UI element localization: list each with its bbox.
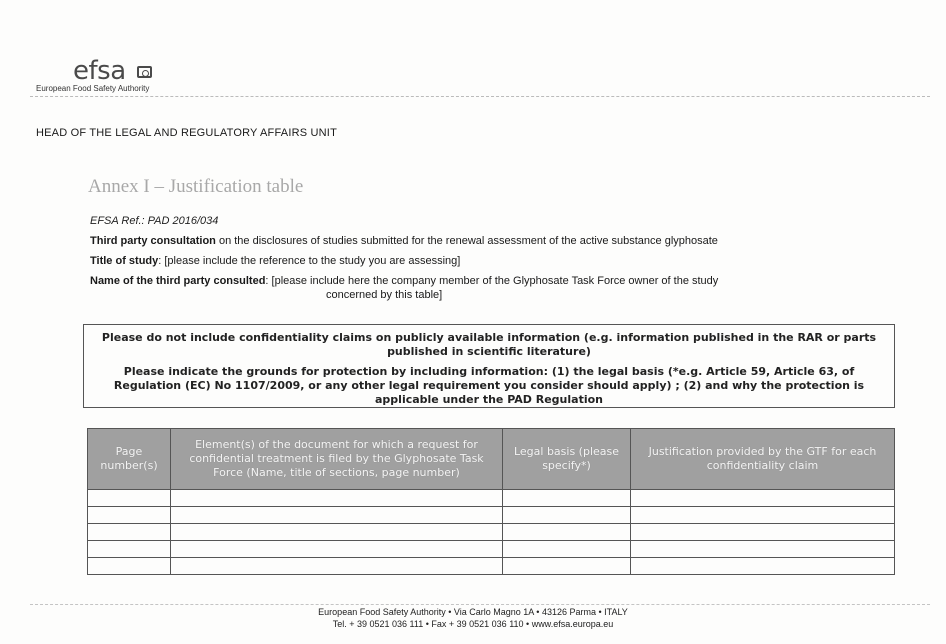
table-cell[interactable] <box>88 541 171 558</box>
table-row <box>88 524 895 541</box>
header-divider <box>30 96 930 97</box>
table-cell[interactable] <box>171 524 503 541</box>
table-cell[interactable] <box>171 507 503 524</box>
table-cell[interactable] <box>88 524 171 541</box>
footer <box>0 606 946 630</box>
footer-address: European Food Safety Authority • Via Carlo Magno 1A • 43126 Parma • ITALY <box>318 607 628 617</box>
table-cell[interactable] <box>171 558 503 575</box>
col-header-justification: Justification provided by the GTF for each confidentiality claim <box>631 429 895 490</box>
efsa-reference: EFSA Ref.: PAD 2016/034 <box>90 215 219 227</box>
third-party-label: Name of the third party consulted <box>90 275 266 287</box>
table-cell[interactable] <box>171 490 503 507</box>
table-cell[interactable] <box>503 507 631 524</box>
study-title-label: Title of study <box>90 255 159 267</box>
col-header-element: Element(s) of the document for which a request for confidential treatment is filed by the Glyphosate Task Force (Name, title of sections, page number) <box>171 429 503 490</box>
consultation-label: Third party consultation <box>90 235 216 247</box>
third-party-line <box>90 274 890 302</box>
study-title-line <box>90 255 460 267</box>
table-cell[interactable] <box>88 507 171 524</box>
table-cell[interactable] <box>171 541 503 558</box>
table-cell[interactable] <box>88 490 171 507</box>
annex-title: Annex I – Justification table <box>88 176 304 197</box>
consultation-text: on the disclosures of studies submitted for the renewal assessment of the active substance glyphosate <box>215 235 718 247</box>
footer-divider <box>30 604 930 605</box>
col-header-legal-basis: Legal basis (please specify*) <box>503 429 631 490</box>
third-party-text-cont: concerned by this table] <box>326 289 443 301</box>
table-cell[interactable] <box>631 524 895 541</box>
notice-box <box>83 324 895 408</box>
study-title-text: : [please include the reference to the study you are assessing] <box>158 255 461 267</box>
table-cell[interactable] <box>88 558 171 575</box>
table-cell[interactable] <box>631 507 895 524</box>
table-header-row <box>88 429 895 490</box>
consultation-line <box>90 235 718 247</box>
col-header-page: Page number(s) <box>88 429 171 490</box>
table-cell[interactable] <box>503 524 631 541</box>
table-cell[interactable] <box>631 490 895 507</box>
camera-icon <box>137 66 152 78</box>
notice-para-1: Please do not include confidentiality claims on publicly available information (e.g. information published in the RAR or parts published in scientific literature) <box>101 331 877 358</box>
efsa-logo-wordmark: efsa <box>73 56 126 86</box>
table-cell[interactable] <box>631 541 895 558</box>
org-name: European Food Safety Authority <box>36 84 150 93</box>
table-row <box>88 541 895 558</box>
table-cell[interactable] <box>503 558 631 575</box>
table-cell[interactable] <box>503 541 631 558</box>
footer-contact: Tel. + 39 0521 036 111 • Fax + 39 0521 036 110 • www.efsa.europa.eu <box>332 619 614 629</box>
justification-table <box>87 428 895 575</box>
table-cell[interactable] <box>503 490 631 507</box>
table-row <box>88 507 895 524</box>
third-party-text: : [please include here the company member of the Glyphosate Task Force owner of the study <box>265 275 719 287</box>
notice-para-2: Please indicate the grounds for protection by including information: (1) the legal basis (*e.g. Article 59, Article 63, of Regulation (EC) No 1107/2009, or any other legal requirement you consider should apply) ; (2) and why the protection is applicable under the PAD Regulation <box>113 365 865 406</box>
table-cell[interactable] <box>631 558 895 575</box>
table-row <box>88 558 895 575</box>
unit-title: HEAD OF THE LEGAL AND REGULATORY AFFAIRS UNIT <box>36 127 337 139</box>
table-row <box>88 490 895 507</box>
